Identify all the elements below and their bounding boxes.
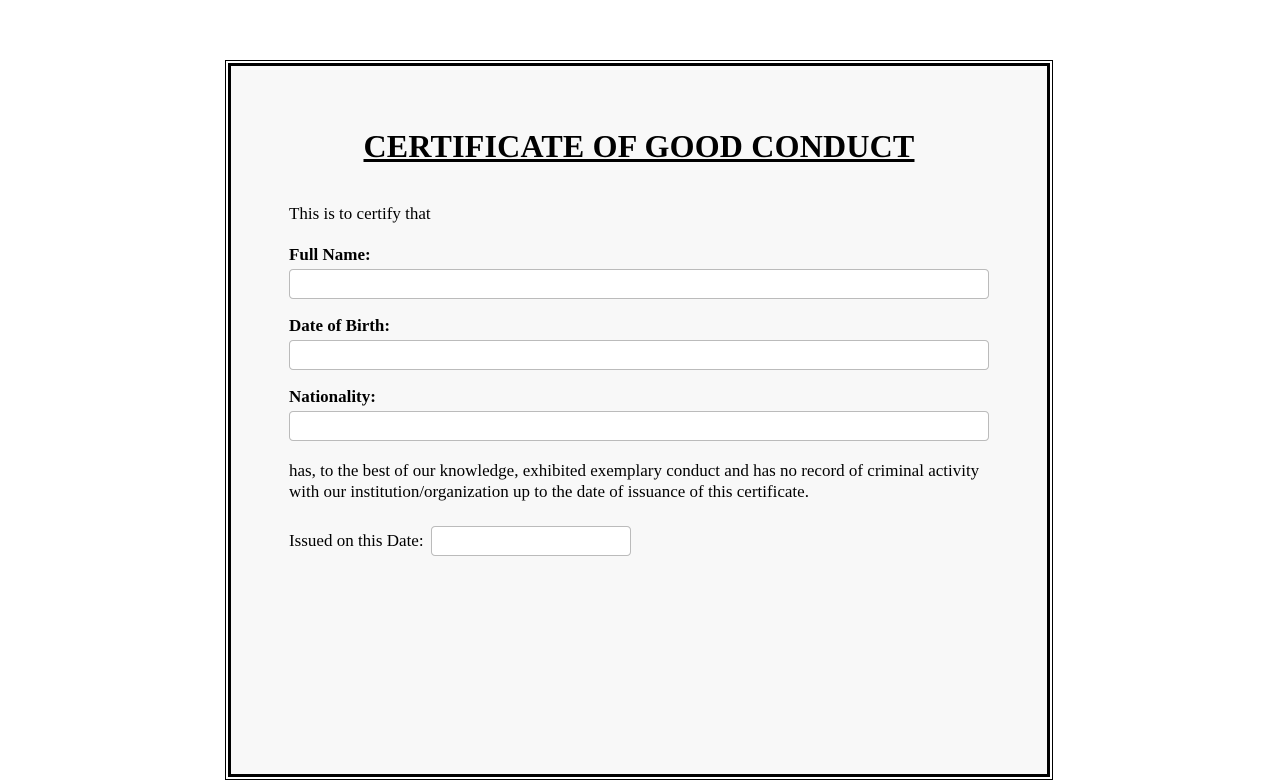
field-group-nationality xyxy=(289,387,989,441)
certificate-title: CERTIFICATE OF GOOD CONDUCT xyxy=(363,128,915,164)
issued-date-row xyxy=(289,526,989,556)
nationality-input[interactable] xyxy=(289,411,989,441)
field-group-full-name xyxy=(289,245,989,299)
statement-text: has, to the best of our knowledge, exhibited exemplary conduct and has no record of criminal activity with our institution/organization up to the date of issuance of this certificate. xyxy=(289,460,980,501)
date-of-birth-input[interactable] xyxy=(289,340,989,370)
intro-text: This is to certify that xyxy=(289,203,431,223)
full-name-label: Full Name: xyxy=(289,244,371,264)
full-name-input[interactable] xyxy=(289,269,989,299)
issued-date-input[interactable] xyxy=(431,526,631,556)
issued-date-label: Issued on this Date: xyxy=(289,531,424,551)
date-of-birth-label: Date of Birth: xyxy=(289,315,391,335)
certificate-content xyxy=(289,128,989,556)
nationality-label: Nationality: xyxy=(289,386,376,406)
certificate-inner-border xyxy=(228,63,1050,777)
certificate-card xyxy=(225,60,1053,780)
field-group-date-of-birth xyxy=(289,316,989,370)
